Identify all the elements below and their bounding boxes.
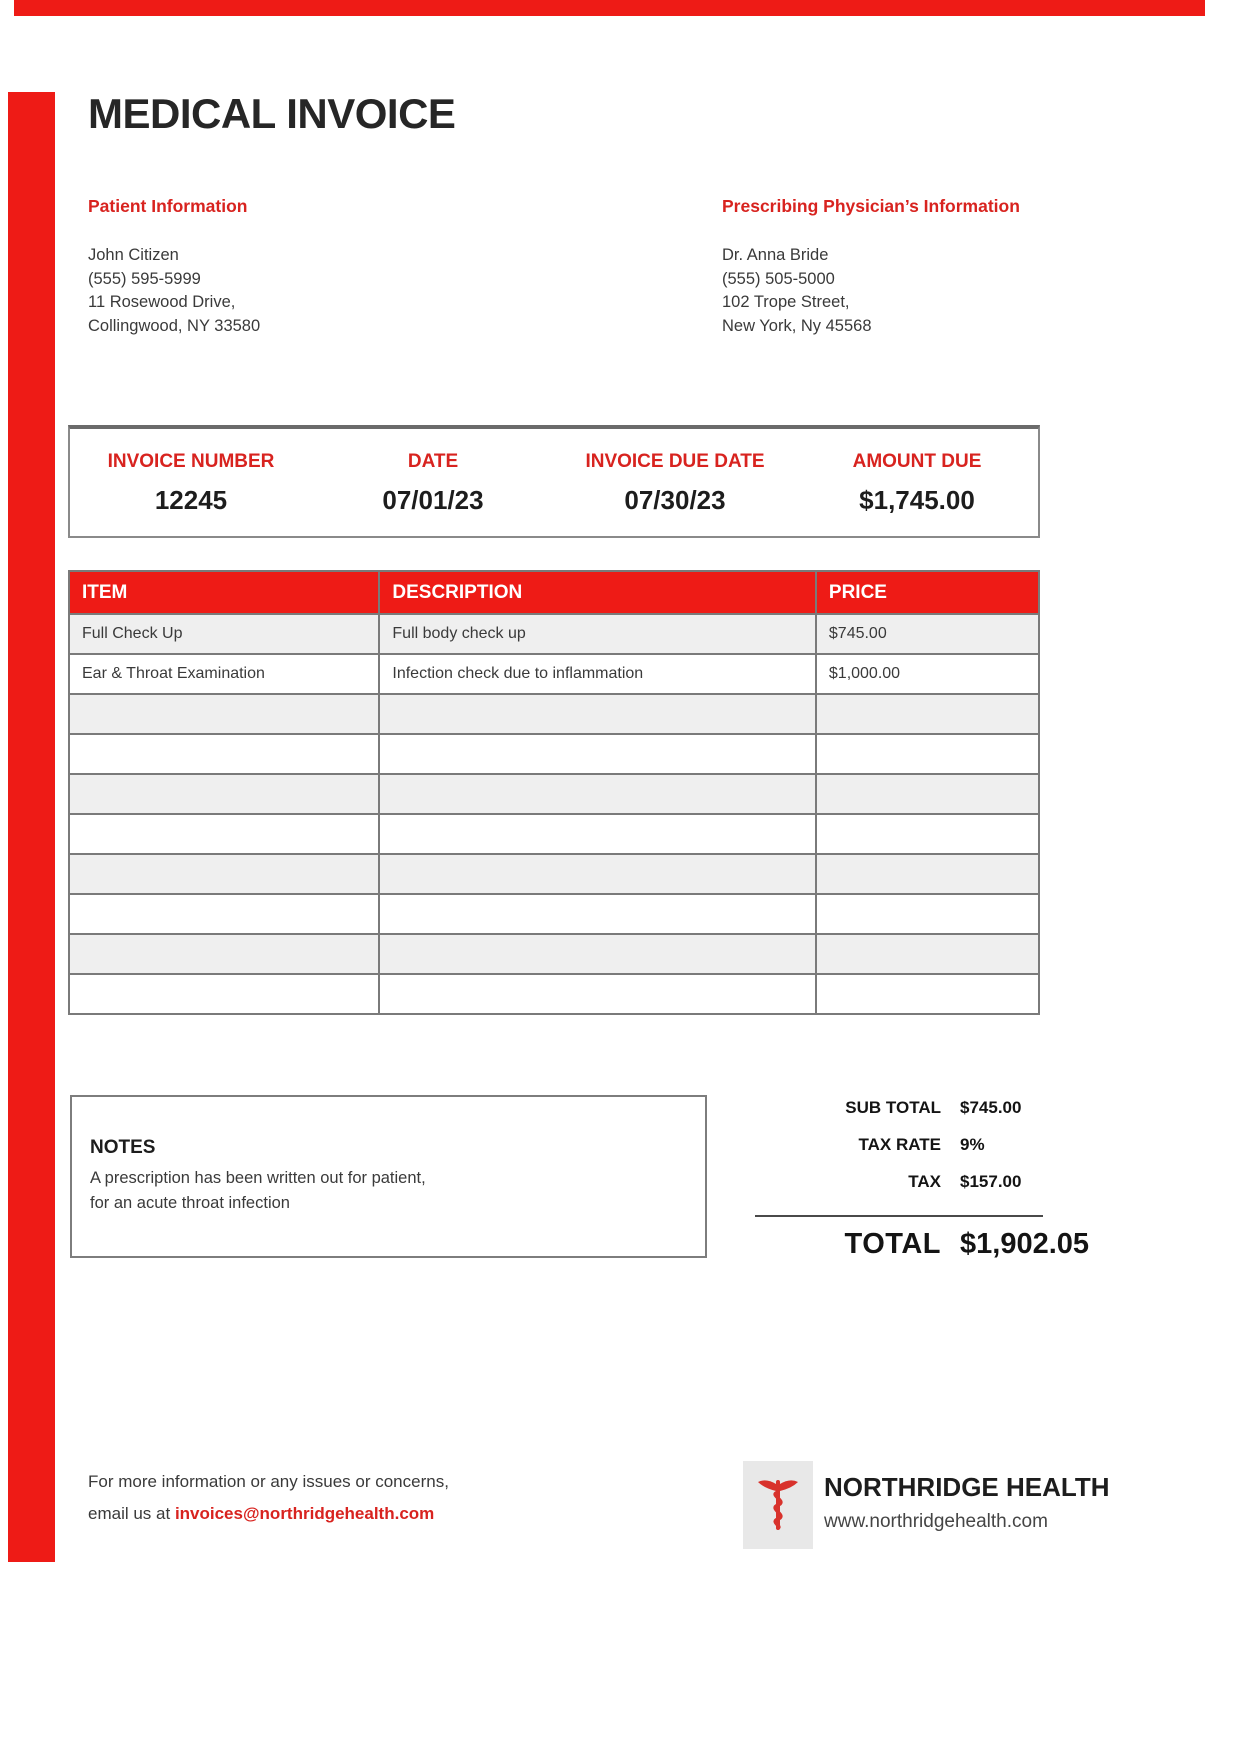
patient-info-section: [88, 196, 260, 338]
cell-item: [69, 894, 379, 934]
table-row-empty: [69, 854, 1039, 894]
tax-value: $157.00: [960, 1172, 1022, 1191]
patient-phone: (555) 595-5999: [88, 269, 201, 288]
subtotal-row: [700, 1098, 1100, 1135]
top-accent-bar: [14, 0, 1205, 16]
amount-due-value: $1,745.00: [859, 485, 975, 515]
subtotal-value: $745.00: [960, 1098, 1022, 1117]
cell-description: [379, 694, 816, 734]
table-row-empty: [69, 934, 1039, 974]
cell-description: [379, 894, 816, 934]
brand-name: NORTHRIDGE HEALTH: [824, 1472, 1110, 1502]
brand-website: www.northridgehealth.com: [824, 1511, 1048, 1532]
cell-price: [816, 814, 1039, 854]
cell-description: [379, 734, 816, 774]
tax-rate-value: 9%: [960, 1135, 985, 1154]
brand-logo: [743, 1461, 813, 1549]
table-row-empty: [69, 974, 1039, 1014]
invoice-due-date-label: INVOICE DUE DATE: [585, 451, 765, 472]
tax-rate-row: [700, 1135, 1100, 1172]
cell-description: [379, 814, 816, 854]
cell-price: $745.00: [816, 614, 1039, 654]
physician-street: 102 Trope Street,: [722, 293, 850, 311]
grand-total-value: $1,902.05: [960, 1227, 1090, 1260]
table-row-empty: [69, 814, 1039, 854]
cell-description: Infection check due to inflammation: [379, 654, 816, 694]
notes-heading: NOTES: [90, 1137, 156, 1158]
tax-row: [700, 1172, 1100, 1209]
cell-item: [69, 814, 379, 854]
totals-divider: [755, 1215, 1043, 1217]
invoice-summary-box: [68, 425, 1040, 538]
item-column-header: ITEM: [69, 571, 379, 614]
invoice-number-value: 12245: [154, 485, 228, 515]
notes-box: [70, 1095, 707, 1258]
cell-item: [69, 694, 379, 734]
left-accent-bar: [8, 92, 55, 1562]
cell-price: [816, 894, 1039, 934]
invoice-due-date-value: 07/30/23: [624, 485, 726, 515]
cell-price: [816, 934, 1039, 974]
invoice-number-label: INVOICE NUMBER: [107, 451, 275, 472]
cell-description: Full body check up: [379, 614, 816, 654]
cell-item: [69, 934, 379, 974]
cell-price: [816, 734, 1039, 774]
cell-item: [69, 774, 379, 814]
price-column-header: PRICE: [816, 571, 1039, 614]
footer-contact-text: [88, 1466, 449, 1530]
tax-rate-label: TAX RATE: [858, 1135, 941, 1154]
notes-line-2: for an acute throat infection: [90, 1194, 290, 1212]
cell-price: [816, 694, 1039, 734]
description-column-header: DESCRIPTION: [379, 571, 816, 614]
physician-info-section: [722, 196, 1020, 338]
cell-item: [69, 974, 379, 1014]
grand-total-label: TOTAL: [844, 1227, 941, 1260]
amount-due-label: AMOUNT DUE: [852, 451, 982, 472]
caduceus-icon: [756, 1474, 800, 1536]
physician-phone: (555) 505-5000: [722, 269, 835, 288]
brand-text-block: [824, 1472, 1110, 1533]
patient-info-heading: Patient Information: [88, 196, 248, 216]
table-row-empty: [69, 694, 1039, 734]
physician-city: New York, Ny 45568: [722, 316, 872, 335]
grand-total-row: [700, 1221, 1100, 1267]
footer-email-prefix: email us at: [88, 1504, 175, 1523]
patient-street: 11 Rosewood Drive,: [88, 293, 236, 311]
items-table: [68, 570, 1040, 1015]
table-row-empty: [69, 734, 1039, 774]
items-table-body: [69, 614, 1039, 1014]
notes-line-1: A prescription has been written out for patient,: [90, 1169, 426, 1187]
cell-price: [816, 854, 1039, 894]
cell-price: $1,000.00: [816, 654, 1039, 694]
footer-line-1: For more information or any issues or concerns,: [88, 1472, 449, 1491]
patient-name: John Citizen: [88, 246, 179, 264]
cell-price: [816, 974, 1039, 1014]
cell-description: [379, 934, 816, 974]
cell-description: [379, 774, 816, 814]
totals-section: [700, 1098, 1100, 1267]
table-row-empty: [69, 774, 1039, 814]
physician-info-heading: Prescribing Physician’s Information: [722, 196, 1020, 216]
invoice-date-label: DATE: [407, 451, 459, 472]
patient-city: Collingwood, NY 33580: [88, 316, 261, 335]
page-title: MEDICAL INVOICE: [88, 90, 456, 137]
table-row: [69, 614, 1039, 654]
subtotal-label: SUB TOTAL: [845, 1098, 941, 1117]
cell-description: [379, 854, 816, 894]
invoice-summary-values: [70, 473, 1038, 516]
cell-price: [816, 774, 1039, 814]
table-row-empty: [69, 894, 1039, 934]
footer-line-2: [88, 1498, 449, 1530]
cell-item: Ear & Throat Examination: [69, 654, 379, 694]
cell-item: [69, 854, 379, 894]
invoice-date-value: 07/01/23: [382, 485, 484, 515]
tax-label: TAX: [908, 1172, 941, 1191]
items-table-header-row: [69, 571, 1039, 614]
cell-item: Full Check Up: [69, 614, 379, 654]
table-row: [69, 654, 1039, 694]
physician-name: Dr. Anna Bride: [722, 246, 829, 264]
cell-description: [379, 974, 816, 1014]
footer-email-link[interactable]: invoices@northridgehealth.com: [174, 1504, 435, 1523]
invoice-summary-labels: [70, 449, 1038, 473]
cell-item: [69, 734, 379, 774]
